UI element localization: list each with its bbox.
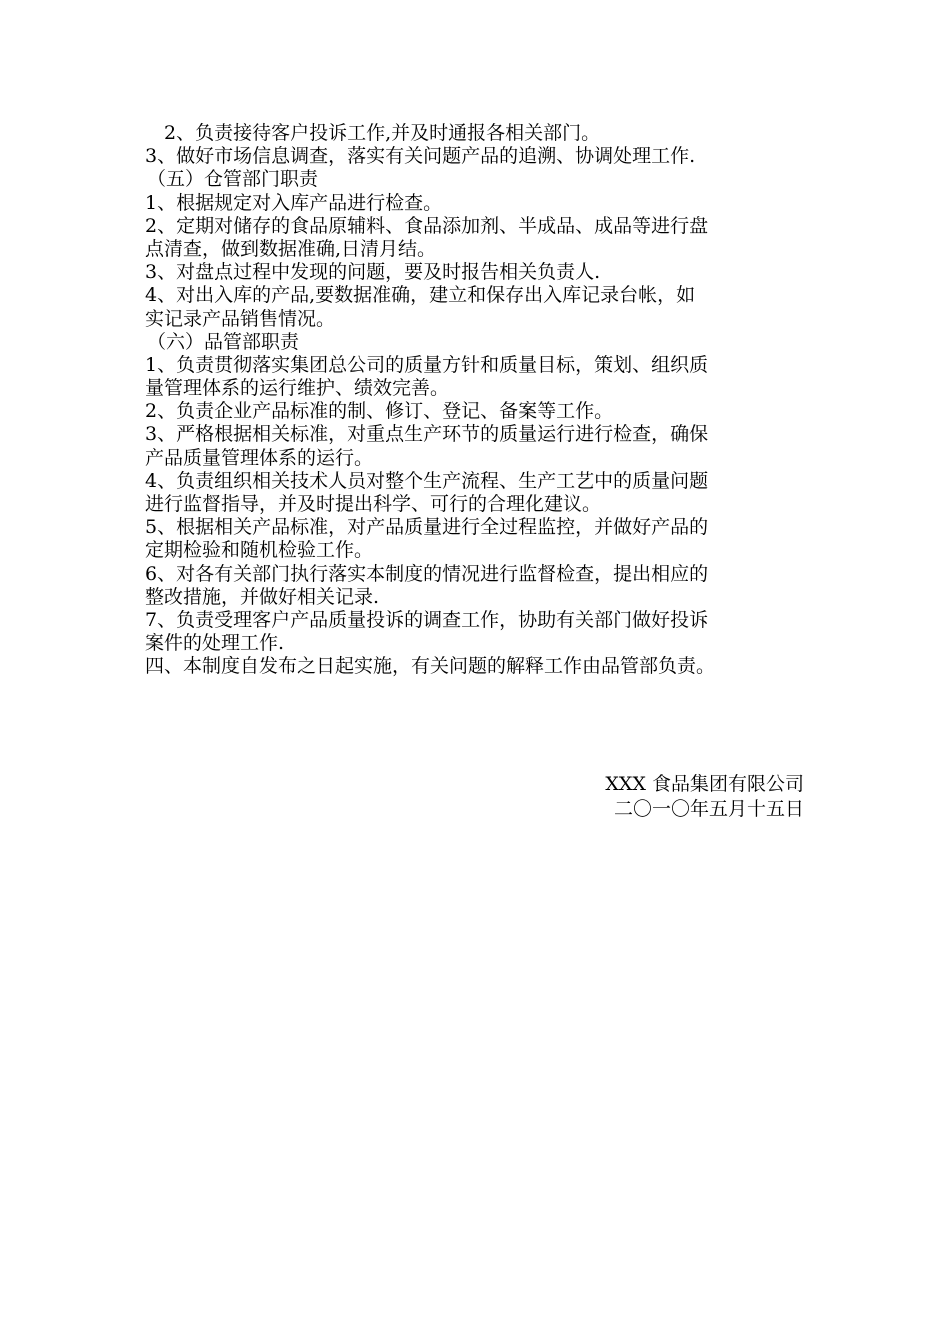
issue-date: 二〇一〇年五月十五日	[613, 798, 804, 820]
signature-block	[605, 772, 804, 822]
item-quality-6-cont: 整改措施，并做好相关记录.	[145, 585, 380, 608]
document-body	[145, 122, 825, 679]
item-warehouse-4: 4、对出入库的产品,要数据准确，建立和保存出入库记录台帐，如	[145, 284, 696, 307]
item-quality-1-cont: 量管理体系的运行维护、绩效完善。	[145, 377, 450, 400]
item-warehouse-3: 3、对盘点过程中发现的问题，要及时报告相关负责人.	[145, 261, 601, 284]
item-quality-1: 1、负责贯彻落实集团总公司的质量方针和质量目标，策划、组织质	[145, 353, 709, 376]
item-quality-6: 6、对各有关部门执行落实本制度的情况进行监督检查，提出相应的	[145, 562, 709, 585]
item-warehouse-2: 2、定期对储存的食品原辅料、食品添加剂、半成品、成品等进行盘	[145, 214, 709, 237]
item-quality-3-cont: 产品质量管理体系的运行。	[145, 446, 374, 469]
item-quality-4-cont: 进行监督指导，并及时提出科学、可行的合理化建议。	[145, 493, 602, 515]
item-quality-7-cont: 案件的处理工作.	[145, 632, 285, 655]
item-quality-4: 4、负责组织相关技术人员对整个生产流程、生产工艺中的质量问题	[145, 469, 709, 492]
item-quality-3: 3、严格根据相关标准，对重点生产环节的质量运行进行检查，确保	[145, 423, 709, 446]
item-quality-7: 7、负责受理客户产品质量投诉的调查工作，协助有关部门做好投诉	[145, 608, 709, 631]
item-quality-2: 2、负责企业产品标准的制、修订、登记、备案等工作。	[145, 400, 614, 423]
item-customer-complaints: 2、负责接待客户投诉工作,并及时通报各相关部门。	[164, 122, 601, 144]
company-name: XXX 食品集团有限公司	[605, 773, 804, 795]
section-heading-warehouse: （五）仓管部门职责	[147, 168, 319, 191]
item-warehouse-2-cont: 点清查，做到数据准确,日清月结。	[145, 237, 437, 260]
item-quality-5: 5、根据相关产品标准，对产品质量进行全过程监控，并做好产品的	[145, 516, 709, 539]
item-quality-5-cont: 定期检验和随机检验工作。	[145, 539, 374, 562]
item-warehouse-4-cont: 实记录产品销售情况。	[145, 307, 336, 330]
section-heading-quality: （六）品管部职责	[147, 330, 300, 353]
item-market-investigation: 3、做好市场信息调查，落实有关问题产品的追溯、协调处理工作.	[145, 145, 696, 168]
clause-effective-date: 四、本制度自发布之日起实施，有关问题的解释工作由品管部负责。	[145, 655, 716, 678]
item-warehouse-1: 1、根据规定对入库产品进行检查。	[145, 191, 443, 214]
